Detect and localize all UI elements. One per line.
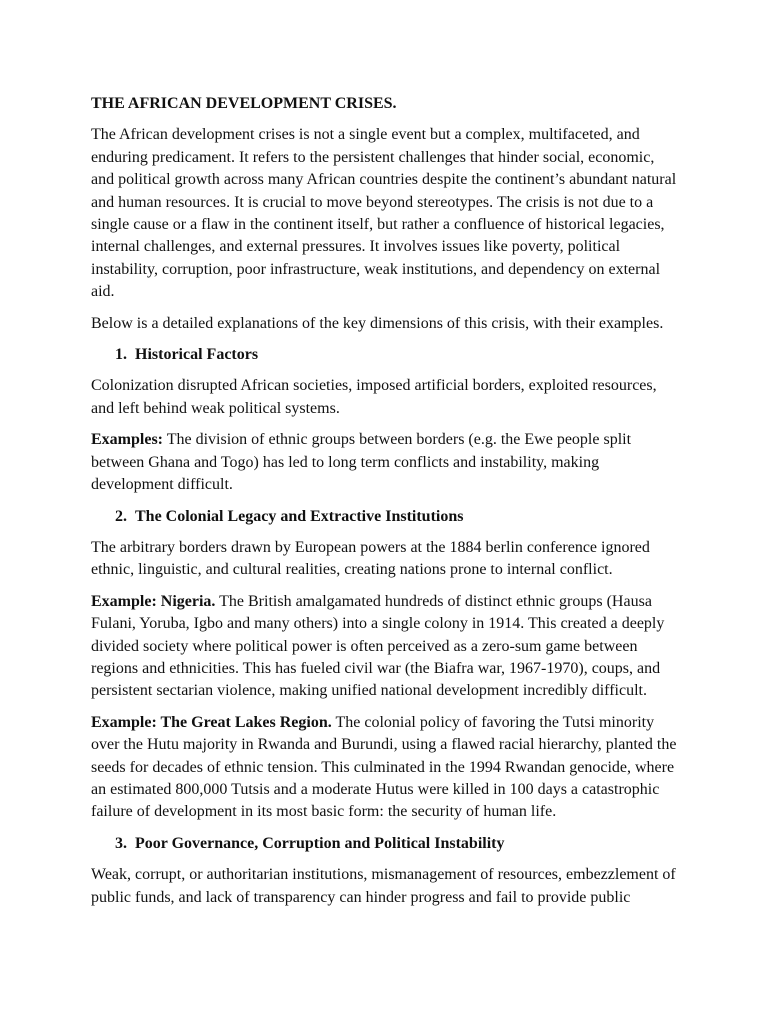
example-label: Examples: bbox=[91, 431, 163, 449]
example-paragraph-nigeria bbox=[91, 591, 677, 703]
example-text: The division of ethnic groups between borders (e.g. the Ewe people split between Ghana and Togo) has led to long term conflicts and instability, making development difficult. bbox=[91, 431, 632, 494]
example-text: The British amalgamated hundreds of distinct ethnic groups (Hausa Fulani, Yoruba, Igbo and many others) into a single colony in 1914. This created a deeply divided society where political power is often perceived as a zero-sum game between regions and ethnicities. This has fueled civil war (the Biafra war, 1967-1970), coups, and persistent sectarian violence, making unified national development incredibly difficult. bbox=[91, 592, 665, 700]
example-label: Example: The Great Lakes Region. bbox=[91, 713, 332, 731]
section-heading-colonial-legacy bbox=[91, 506, 677, 528]
intro-paragraph: The African development crises is not a single event but a complex, multifaceted, and enduring predicament. It refers to the persistent challenges that hinder social, economic, and political growth across many African countries despite the continent’s abundant natural and human resources. It is crucial to move beyond stereotypes. The crisis is not due to a single cause or a flaw in the continent itself, but rather a confluence of historical legacies, internal challenges, and external pressures. It involves issues like poverty, political instability, corruption, poor infrastructure, weak institutions, and dependency on external aid. bbox=[91, 126, 677, 301]
document-title: THE AFRICAN DEVELOPMENT CRISES. bbox=[91, 95, 397, 112]
section-body-paragraph: Weak, corrupt, or authoritarian institutions, mismanagement of resources, embezzlement of public funds, and lack of transparency can hinder progress and fail to provide public bbox=[91, 866, 676, 906]
section-heading-poor-governance bbox=[91, 833, 677, 855]
example-text: The colonial policy of favoring the Tutsi minority over the Hutu majority in Rwanda and Burundi, using a flawed racial hierarchy, planted the seeds for decades of ethnic tension. This culminated in the 1994 Rwandan genocide, where an estimated 800,000 Tutsis and a moderate Hutus were killed in 100 days a catastrophic failure of development in its most basic form: the security of human life. bbox=[91, 713, 677, 821]
section-heading-historical-factors bbox=[91, 344, 677, 366]
section-heading-text: Historical Factors bbox=[135, 346, 259, 364]
section-body-paragraph: The arbitrary borders drawn by European powers at the 1884 berlin conference ignored ethnic, linguistic, and cultural realities, creating nations prone to internal conflict. bbox=[91, 538, 650, 579]
section-number: 1. bbox=[115, 346, 127, 364]
section-number: 3. bbox=[115, 834, 127, 852]
section-heading-text: The Colonial Legacy and Extractive Institutions bbox=[135, 507, 464, 525]
intro-summary-paragraph: Below is a detailed explanations of the key dimensions of this crisis, with their examples. bbox=[91, 314, 664, 332]
example-paragraph bbox=[91, 429, 677, 496]
section-number: 2. bbox=[115, 507, 127, 525]
example-paragraph-great-lakes bbox=[91, 712, 677, 824]
section-body-paragraph: Colonization disrupted African societies, imposed artificial borders, exploited resources, and left behind weak political systems. bbox=[91, 377, 657, 417]
section-heading-text: Poor Governance, Corruption and Political Instability bbox=[135, 834, 505, 852]
example-label: Example: Nigeria. bbox=[91, 592, 216, 610]
